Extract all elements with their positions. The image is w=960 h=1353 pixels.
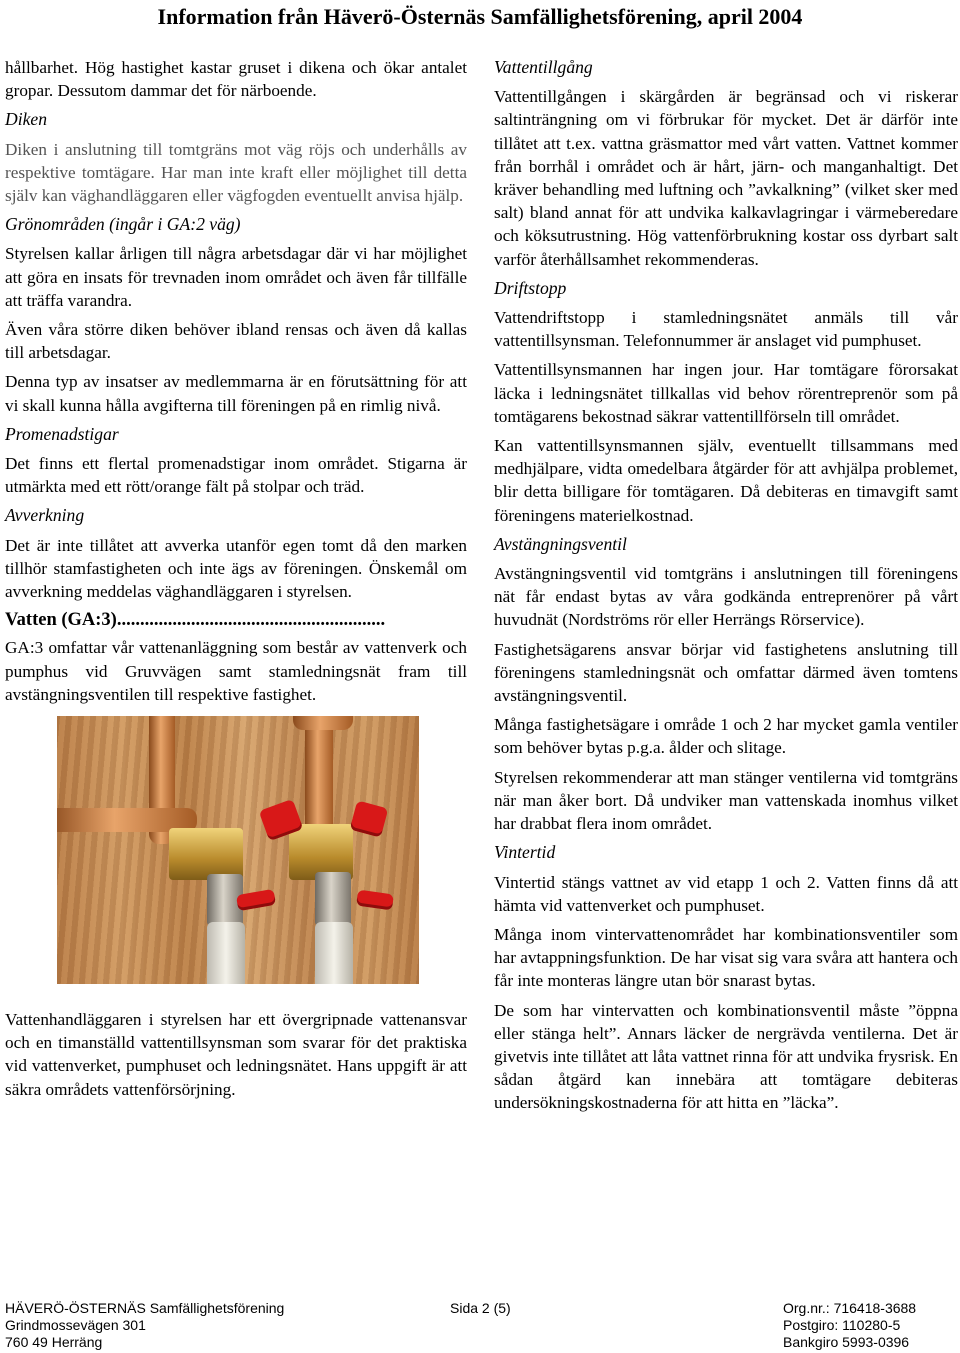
gronomraden-paragraph-3: Denna typ av insatser av medlemmarna är en förutsättning för att vi skall kunna hålla avgifterna till föreningen på en rimlig nivå. (5, 372, 467, 415)
valve-body-right (315, 872, 351, 926)
vattentillgang-paragraph: Vattentillgången i skärgården är begränsad och vi riskerar saltinträngning om vi förbrukar för mycket. Det är därför inte tillåtet att t.ex. vattna gräsmattor med vårt vatten. Vattnet kommer från borrhål i området och är hårt, järn- och manganhaltigt. Det kräver behandling med luftning och ”avkalkning” (vilket sker med salt) bland annat för att undvika kalkavlagringar i värmeberedare och köksutrustning. Hög vattenförbrukning kostar oss dyrbart salt varför återhållsamhet rekommenderas. (494, 87, 958, 269)
footer-postgiro: Postgiro: 110280-5 (783, 1317, 901, 1333)
footer-street: Grindmossevägen 301 (5, 1317, 146, 1333)
driftstopp-heading: Driftstopp (494, 277, 567, 298)
footer-page-number: Sida 2 (5) (450, 1300, 511, 1316)
brass-tee-fitting-left (169, 828, 243, 880)
footer-bankgiro: Bankgiro 5993-0396 (783, 1334, 910, 1350)
footer-org-nr: Org.nr.: 716418-3688 (783, 1300, 917, 1316)
page-header: Information från Häverö-Östernäs Samfällighetsförening, april 2004 (157, 4, 803, 29)
vatten-paragraph: GA:3 omfattar vår vattenanläggning som består av vattenverk och pumphus vid Gruvvägen samt stamledningsnät fram till avstängningsventilen till respektive fastighet. (5, 638, 467, 704)
copper-pipe-bend (293, 716, 353, 730)
avstangning-heading: Avstängningsventil (494, 533, 627, 554)
vintertid-heading: Vintertid (494, 842, 556, 863)
footer-row-2 (5, 1317, 955, 1334)
right-column (494, 56, 958, 1121)
intro-paragraph: hållbarhet. Hög hastighet kastar gruset i dikena och ökar antalet gropar. Dessutom dammar det för närboende. (5, 58, 467, 101)
driftstopp-paragraph-2: Vattentillsynsmannen har ingen jour. Har tomtägare förorsakat läcka i ledningsnätet tillkallas vid behov rörentreprenör som på tomtägarens bekostnad säkrar vattentillförseln till området. (494, 360, 958, 426)
vattentillgang-heading: Vattentillgång (494, 57, 593, 77)
promenadstigar-heading: Promenadstigar (5, 423, 119, 444)
white-pipe-right (315, 922, 353, 984)
gronomraden-paragraph-1: Styrelsen kallar årligen till några arbetsdagar där vi har möjlighet att göra en insats för trevnaden inom området och även får tillfälle att träffa varandra. (5, 244, 467, 310)
gronomraden-paragraph-2: Även våra större diken behöver ibland rensas och även då kallas till arbetsdagar. (5, 320, 467, 363)
avstangning-paragraph-2: Fastighetsägarens ansvar börjar vid fastighetens anslutning till föreningens stamledningsnät och omfattar därmed även tomtens avstängningsventil. (494, 639, 958, 706)
left-column (5, 56, 467, 1107)
vattenhandlaggaren-paragraph: Vattenhandläggaren i styrelsen har ett övergripnade vattenansvar och en timanställd vattentillsynsman som svarar för det praktiska vid vattenverket, pumphuset och ledningsnätet. Hans uppgift är att säkra områdets vattenförsörjning. (5, 1010, 467, 1099)
driftstopp-paragraph-3: Kan vattentillsynsmannen själv, eventuellt tillsammans med medhjälpare, vidta omedelbara åtgärder för att avhjälpa problemet, blir detta billigare för tomtägaren. Då debiteras en timavgift samt föreningens materielkostnad. (494, 436, 958, 525)
vintertid-paragraph-2: Många inom vintervattenområdet har kombinationsventiler som har avtappningsfunktion. De har visat sig vara svåra att hantera och får inte monteras längre utan bör snarast bytas. (494, 924, 958, 991)
avstangning-paragraph-3: Många fastighetsägare i område 1 och 2 har mycket gamla ventiler som behöver bytas p.g.a. ålder och slitage. (494, 715, 958, 758)
promenadstigar-paragraph: Det finns ett flertal promenadstigar inom området. Stigarna är utmärkta med ett rött/orange fält på stolpar och träd. (5, 454, 467, 497)
avstangning-paragraph-1: Avstängningsventil vid tomtgräns i anslutningen till föreningens nät får endast bytas av våra godkända entreprenörer på vårt huvudnät (Nordströms rör eller Herrängs Rörservice). (494, 564, 958, 630)
footer-row-1 (5, 1300, 955, 1317)
diken-paragraph: Diken i anslutning till tomtgräns mot väg röjs och underhålls av respektive tomtägare. Har man inte kraft eller möjlighet till detta själv kan väghandläggaren eller vägfogden eventuellt anvisa hjälp. (5, 139, 467, 206)
driftstopp-paragraph-1: Vattendriftstopp i stamledningsnätet anmäls till vår vattentillsynsman. Telefonnummer är anslaget vid pumphuset. (494, 308, 958, 351)
avstangning-paragraph-4: Styrelsen rekommenderar att man stänger ventilerna vid tomtgräns när man åker bort. Då undviker man vattenskada inomhus vilket har drabbat flera inom området. (494, 767, 958, 834)
water-valve-photo (57, 716, 419, 984)
white-pipe-left (207, 922, 245, 984)
vintertid-paragraph-1: Vintertid stängs vattnet av vid etapp 1 och 2. Vatten finns då att hämta vid vattenverket och pumphuset. (494, 872, 958, 915)
footer-city: 760 49 Herräng (5, 1334, 103, 1350)
vatten-heading: Vatten (GA:3).......................................................... (5, 610, 386, 631)
vintertid-paragraph-3: De som har vintervatten och kombinationsventil måste ”öppna eller stänga helt”. Annars läcker de nergrävda ventilerna. Det är givetvis inte tillåtet att låta vattnet rinna för att undvika frysrisk. En sådan åtgärd kan innebära att tomtägare debiteras undersökningskostnaderna för att hitta en ”läcka”. (494, 1000, 958, 1113)
footer-row-3 (5, 1334, 955, 1351)
diken-heading: Diken (5, 109, 48, 130)
avverkning-heading: Avverkning (5, 505, 85, 526)
page-footer (5, 1300, 955, 1351)
gronomraden-heading: Grönområden (ingår i GA:2 väg) (5, 214, 241, 235)
avverkning-paragraph: Det är inte tillåtet att avverka utanför egen tomt då den marken tillhör stamfastigheten och inte ägs av föreningen. Önskemål om avverkning meddelas väghandläggaren i styrelsen. (5, 535, 467, 602)
footer-org-name: HÄVERÖ-ÖSTERNÄS Samfällighetsförening (5, 1300, 285, 1316)
